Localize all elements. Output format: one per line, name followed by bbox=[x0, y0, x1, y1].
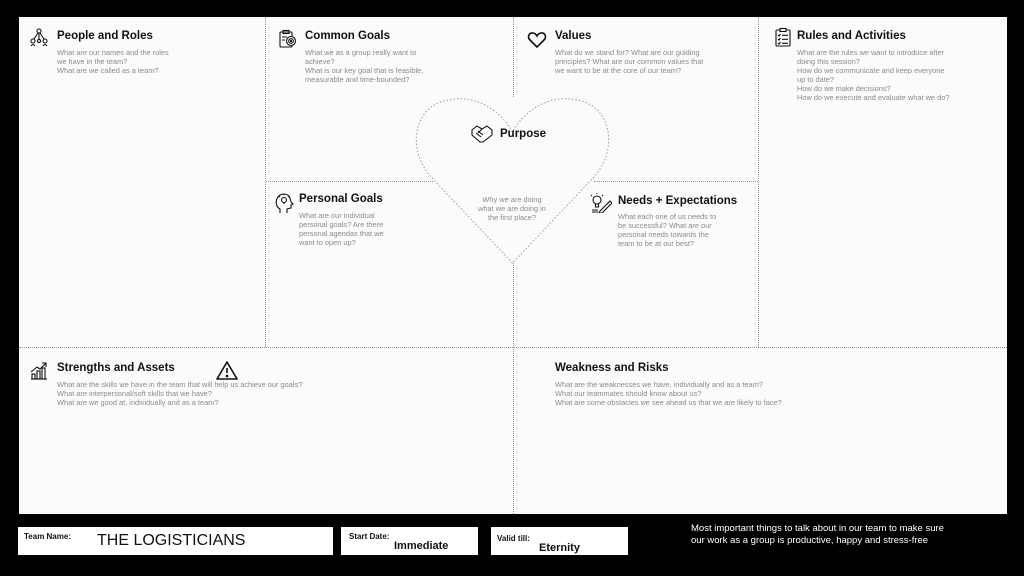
start-date-field[interactable] bbox=[341, 527, 478, 555]
rules-activities-questions: What are the rules we want to introduce after doing this session? How do we communicate and keep everyone up to date? How do we make decisions? How do we execute and evaluate what we do? bbox=[797, 48, 950, 102]
valid-till-value: Eternity bbox=[539, 542, 580, 554]
purpose-heart-outline bbox=[410, 92, 615, 267]
lightbulb-pencil-icon bbox=[590, 193, 612, 213]
divider-line bbox=[266, 181, 433, 182]
purpose-questions: Why we are doing what we are doing in the first place? bbox=[478, 195, 546, 222]
start-date-value: Immediate bbox=[394, 540, 449, 552]
footer-note: Most important things to talk about in our team to make sure our work as a group is productive, happy and stress-free bbox=[691, 523, 944, 546]
personal-goals-questions: What are our individual personal goals? Are there personal agendas that we want to open up? bbox=[299, 211, 384, 247]
divider-line bbox=[513, 17, 514, 97]
team-name-label: Team Name: bbox=[24, 532, 71, 541]
purpose-title: Purpose bbox=[500, 128, 547, 140]
clipboard-target-icon bbox=[278, 29, 298, 49]
strengths-assets-title: Strengths and Assets bbox=[57, 362, 175, 374]
rules-activities-title: Rules and Activities bbox=[797, 30, 906, 42]
personal-goals-title: Personal Goals bbox=[299, 193, 383, 205]
heart-icon bbox=[527, 30, 547, 50]
handshake-heart-icon bbox=[470, 124, 494, 144]
people-roles-title: People and Roles bbox=[57, 30, 153, 42]
divider-line bbox=[594, 181, 758, 182]
strengths-assets-questions: What are the skills we have in the team that will help us achieve our goals? What are interpersonal/soft skills that we have? What are we good at, individually and as a team? bbox=[57, 380, 303, 407]
divider-line bbox=[513, 263, 514, 514]
needs-expectations-title: Needs + Expectations bbox=[618, 195, 738, 207]
divider-line bbox=[19, 347, 1007, 348]
divider-line bbox=[758, 17, 759, 347]
checklist-icon bbox=[773, 27, 793, 47]
valid-till-label: Valid till: bbox=[497, 534, 530, 543]
weakness-risks-questions: What are the weaknesses we have, individually and as a team? What our teammates should know about us? What are some obstacles we see ahead us that we are likely to face? bbox=[555, 380, 782, 407]
common-goals-questions: What we as a group really want to achieve? What is our key goal that is feasible, measurable and time-bounded? bbox=[305, 48, 424, 84]
team-name-field[interactable] bbox=[18, 527, 333, 555]
weakness-risks-title: Weakness and Risks bbox=[555, 362, 669, 374]
start-date-label: Start Date: bbox=[349, 532, 390, 541]
warning-icon bbox=[216, 360, 238, 380]
needs-expectations-questions: What each one of us needs to be successful? What are our personal needs towards the team to be at our best? bbox=[618, 212, 717, 248]
head-lightbulb-icon bbox=[274, 192, 294, 214]
people-network-icon bbox=[29, 27, 49, 47]
valid-till-field[interactable] bbox=[491, 527, 628, 555]
values-questions: What do we stand for? What are our guiding principles? What are our common values that we want to be at the core of our team? bbox=[555, 48, 704, 75]
values-title: Values bbox=[555, 30, 592, 42]
divider-line bbox=[265, 17, 266, 347]
growth-chart-icon bbox=[29, 361, 49, 381]
team-name-value: THE LOGISTICIANS bbox=[97, 532, 246, 549]
people-roles-questions: What are our names and the roles we have in the team? What are we called as a team? bbox=[57, 48, 169, 75]
common-goals-title: Common Goals bbox=[305, 30, 390, 42]
